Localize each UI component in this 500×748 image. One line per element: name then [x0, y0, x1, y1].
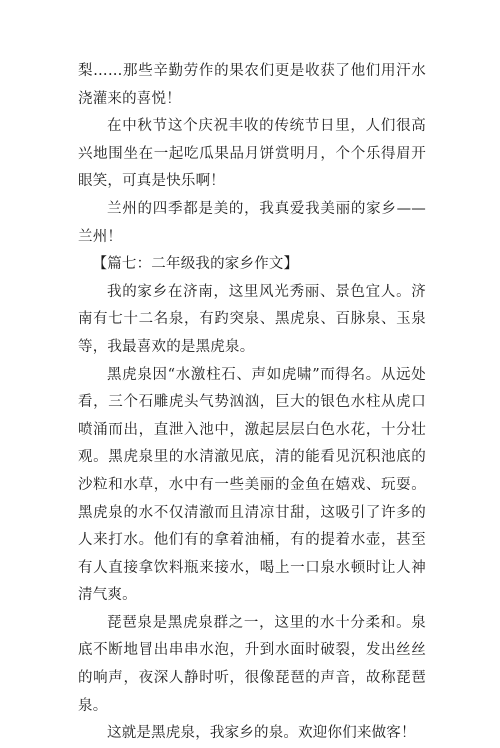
paragraph-heihu-spring: 黑虎泉因“水激柱石、声如虎啸”而得名。从远处看，三个石雕虎头气势汹汹，巨大的银色水柱从虎口喷涌而出，直泄入池中，激起层层白色水花，十分壮观。黑虎泉里的水清澈见底，清的能看见沉积池底的沙粒和水草，水中有一些美丽的金鱼在嬉戏、玩耍。黑虎泉的水不仅清澈而且清凉甘甜，这吸引了许多的人来打水。他们有的拿着油桶，有的提着水壶，甚至有人直接拿饮料瓶来接水，喝上一口泉水顿时让人神清气爽。 — [78, 366, 426, 604]
paragraph-pipa-spring: 琵琶泉是黑虎泉群之一，这里的水十分柔和。泉底不断地冒出串串水泡，升到水面时破裂，发出丝丝的响声，夜深人静时听，很像琵琶的声音，故称琵琶泉。 — [78, 614, 426, 714]
section-heading: 【篇七：二年级我的家乡作文】 — [92, 256, 299, 273]
paragraph-lanzhou-closing: 兰州的四季都是美的，我真爱我美丽的家乡——兰州！ — [78, 200, 426, 245]
paragraph-closing: 这就是黑虎泉，我家乡的泉。欢迎你们来做客！ — [107, 725, 416, 742]
paragraph-continued: 梨……那些辛勤劳作的果农们更是收获了他们用汗水浇灌来的喜悦！ — [78, 63, 426, 107]
document-body — [78, 58, 426, 748]
paragraph-jinan-intro: 我的家乡在济南，这里风光秀丽、景色宜人。济南有七十二名泉，有趵突泉、黑虎泉、百脉泉、玉泉等，我最喜欢的是黑虎泉。 — [78, 283, 426, 355]
paragraph-mid-autumn: 在中秋节这个庆祝丰收的传统节日里，人们很高兴地围坐在一起吃瓜果品月饼赏明月，个个乐得眉开眼笑，可真是快乐啊！ — [78, 118, 426, 190]
